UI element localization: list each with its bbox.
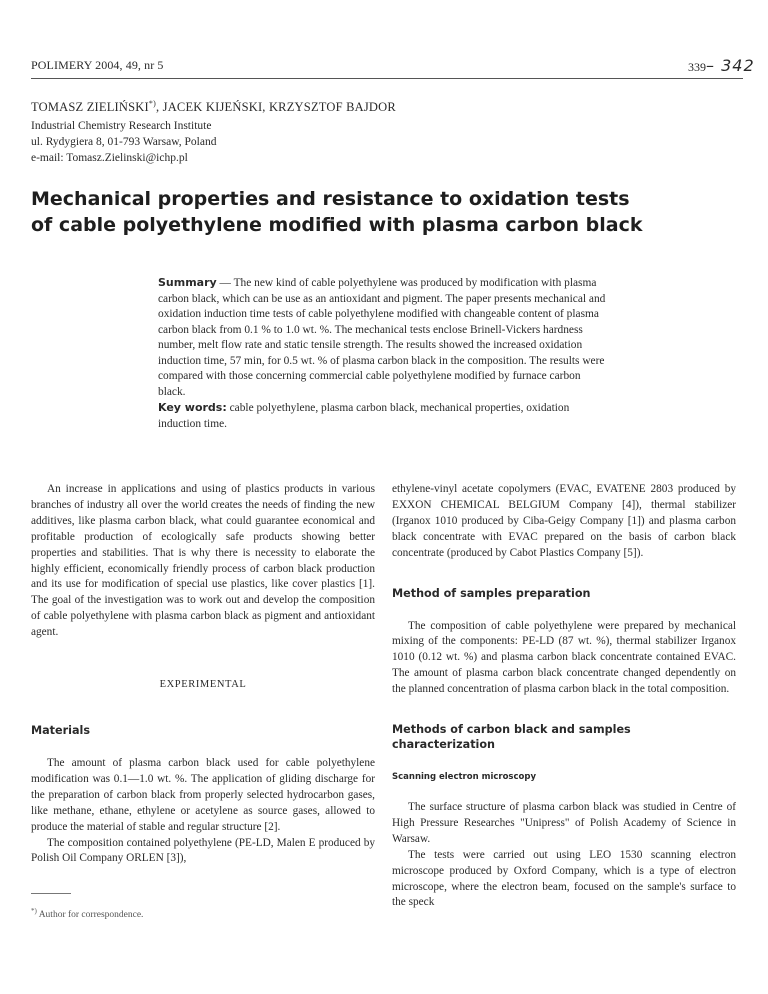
footnote-mark: *) xyxy=(31,907,37,916)
header-rule xyxy=(31,78,743,79)
intro-paragraph: An increase in applications and using of plastics products in various branches of industry all over the world creates the needs of finding the new additives, like plasma carbon black, what could guarantee economical and profitable production of ecologically safe products showing better properties and stabilities. That is why there is necessity to elaborate the highly efficient, economically friendly process of carbon black production and its use for modification of special use plastics, like cover plastics [1]. The goal of the investigation was to work out and develop the composition of cable polyethylene with plasma carbon black as pigment and antioxidant agent. xyxy=(31,483,375,639)
keywords-text: cable polyethylene, plasma carbon black, mechanical properties, oxidation induction time. xyxy=(158,402,570,430)
summary-text: — The new kind of cable polyethylene was produced by modification with plasma carbon black, which can be use as an antioxidant and pigment. The paper presents mechanical and oxidation induction time tests of cable polyethylene modified with changeable content of plasma carbon black from 0.1 % to 1.0 wt. %. The mechanical tests enclose Brinell-Vickers hardness number, melt flow rate and static tensile strength. The results showed the increased oxidation induction time, 57 min, for 0.5 wt. % of plasma carbon black in the composition. The results were compared with those concerning commercial cable polyethylene modified by furnace carbon black. xyxy=(158,277,606,398)
page-range xyxy=(688,56,755,75)
journal-header: POLIMERY 2004, 49, nr 5 xyxy=(31,58,164,72)
method-paragraph: The composition of cable polyethylene were prepared by mechanical mixing of the components: PE-LD (87 wt. %), thermal stabilizer Irganox 1010 (0.12 wt. %) and plasma carbon black concentrate contained EVAC. The amount of plasma carbon black concentrate changed dependently on the planned concentration of plasma carbon black in the total composition. xyxy=(392,619,736,696)
correspondence-mark: *) xyxy=(148,99,156,108)
materials-paragraph-1: The amount of plasma carbon black used for cable polyethylene modification was 0.1—1.0 wt. %. The application of gliding discharge for the preparation of carbon black from properly selected hydrocarbon gases, like methane, ethane, ethylene or acetylene as source gases, allowed to produce the material of stable and regular structure [2]. xyxy=(31,756,375,833)
section-heading-experimental: EXPERIMENTAL xyxy=(159,679,247,691)
handwritten-page-end: – 342 xyxy=(706,56,755,75)
spacer xyxy=(392,562,736,586)
section-heading-materials: Materials xyxy=(31,723,91,737)
page-number: 339 xyxy=(688,60,706,74)
institute-address: ul. Rydygiera 8, 01-793 Warsaw, Poland xyxy=(31,136,217,148)
author-email: e-mail: Tomasz.Zielinski@ichp.pl xyxy=(31,152,188,164)
continued-paragraph: ethylene-vinyl acetate copolymers (EVAC, EVATENE 2803 produced by EXXON CHEMICAL BELGIUM Company [4]), thermal stabilizer (Irganox 1010 produced by Ciba-Geigy Company [1]) and plasma carbon black concentrate with EVAC prepared on the basis of carbon black concentrate (produced by Cabot Plastics Company [5]). xyxy=(392,483,736,559)
subsection-heading-sem: Scanning electron microscopy xyxy=(392,772,536,783)
right-column xyxy=(392,482,736,911)
institute-name: Industrial Chemistry Research Institute xyxy=(31,120,212,132)
spacer xyxy=(392,698,736,722)
author-list xyxy=(31,99,396,115)
footnote-text: Author for correspondence. xyxy=(36,910,144,921)
affiliation xyxy=(31,118,216,166)
footnote-rule xyxy=(31,893,71,894)
section-heading-characterization: Methods of carbon black and samples characterization xyxy=(392,723,631,752)
first-author: TOMASZ ZIELIŃSKI xyxy=(31,100,149,115)
section-heading-method: Method of samples preparation xyxy=(392,586,591,600)
paper-title: Mechanical properties and resistance to oxidation tests of cable polyethylene modified with plasma carbon black xyxy=(31,188,643,236)
other-authors: , JACEK KIJEŃSKI, KRZYSZTOF BAJDOR xyxy=(155,100,396,115)
materials-paragraph-2: The composition contained polyethylene (PE-LD, Malen E produced by Polish Oil Company ORLEN [3]), xyxy=(31,836,375,865)
footnote xyxy=(31,904,375,924)
keywords-label: Key words: xyxy=(158,401,227,414)
sem-paragraph-2: The tests were carried out using LEO 1530 scanning electron microscope produced by Oxford Company, which is a type of electron microscope, where the electron beam, focused on the sample's surface to the speck xyxy=(392,848,736,909)
summary-label: Summary xyxy=(158,276,217,289)
sem-paragraph-1: The surface structure of plasma carbon black was studied in Centre of High Pressure Researches "Unipress" of Polish Academy of Science in Warsaw. xyxy=(392,800,736,845)
abstract xyxy=(158,275,609,432)
left-column xyxy=(31,482,375,924)
